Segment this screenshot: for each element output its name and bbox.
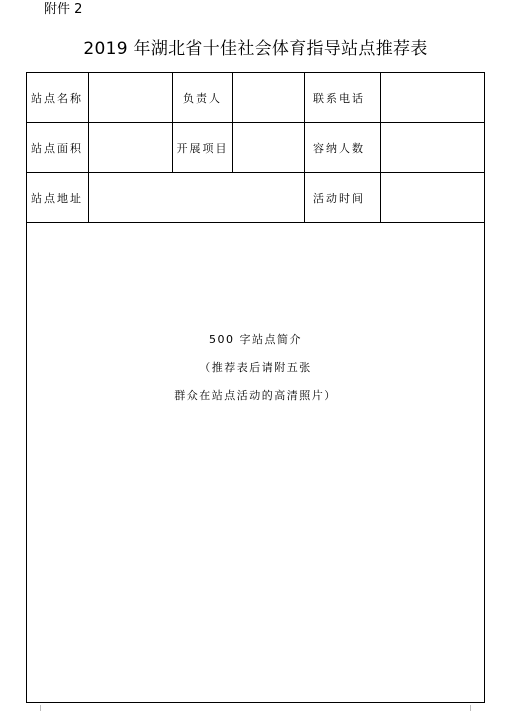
form-title: 2019 年湖北省十佳社会体育指导站点推荐表 <box>83 39 428 59</box>
site-area-label: 站点面积 <box>27 123 89 173</box>
site-name-field[interactable] <box>89 73 173 123</box>
intro-line-2: （推荐表后请附五张 <box>199 361 312 374</box>
phone-field[interactable] <box>381 73 485 123</box>
page-corner-mark-left <box>40 705 47 711</box>
intro-line-3: 群众在站点活动的高清照片） <box>174 389 337 402</box>
activity-time-label: 活动时间 <box>305 173 381 223</box>
intro-line-1: 500 字站点简介 <box>209 333 302 346</box>
leader-field[interactable] <box>233 73 305 123</box>
projects-label: 开展项目 <box>173 123 233 173</box>
site-address-label: 站点地址 <box>27 173 89 223</box>
page-corner-mark-right <box>464 705 471 711</box>
site-address-field[interactable] <box>89 173 305 223</box>
projects-field[interactable] <box>233 123 305 173</box>
site-name-label: 站点名称 <box>27 73 89 123</box>
form-row-3 <box>27 173 485 223</box>
form-row-1 <box>27 73 485 123</box>
capacity-field[interactable] <box>381 123 485 173</box>
form-row-2 <box>27 123 485 173</box>
capacity-label: 容纳人数 <box>305 123 381 173</box>
form-row-intro <box>27 223 485 703</box>
site-area-field[interactable] <box>89 123 173 173</box>
attachment-label: 附件 2 <box>44 2 83 17</box>
phone-label: 联系电话 <box>305 73 381 123</box>
site-intro-instructions <box>27 326 484 410</box>
leader-label: 负责人 <box>173 73 233 123</box>
site-intro-area[interactable] <box>27 223 485 703</box>
recommendation-form-table <box>26 72 485 703</box>
activity-time-field[interactable] <box>381 173 485 223</box>
